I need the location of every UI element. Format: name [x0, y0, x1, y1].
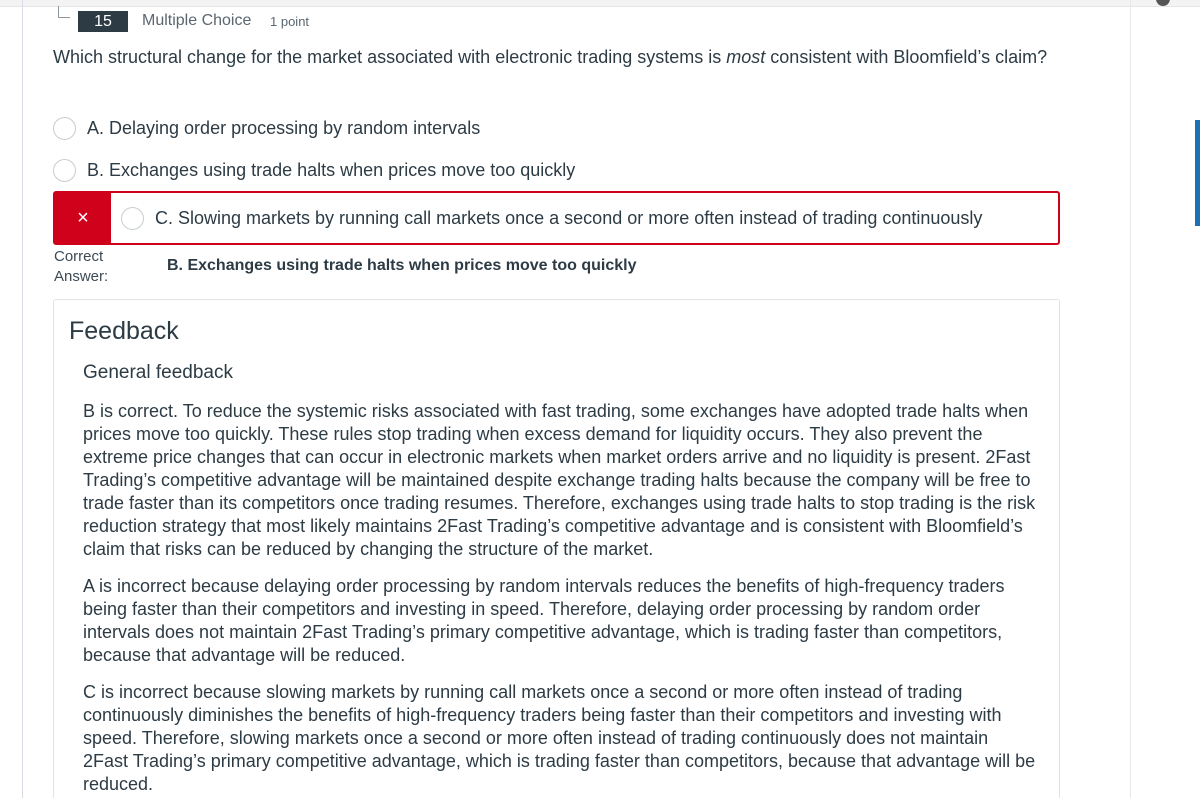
correct-answer-label-line2: Answer: — [54, 268, 109, 285]
right-rail — [1130, 0, 1131, 798]
question-type: Multiple Choice — [142, 12, 252, 29]
radio-button[interactable] — [53, 117, 76, 140]
correct-answer-label — [54, 247, 108, 287]
choice-c-selected-incorrect[interactable] — [53, 191, 1060, 245]
correct-answer-label-line1: Correct — [54, 248, 104, 265]
left-rail — [22, 0, 23, 798]
choice-a[interactable] — [53, 111, 480, 145]
question-text-end: consistent with Bloomfield’s claim? — [765, 47, 1048, 67]
feedback-paragraph: B is correct. To reduce the systemic risks associated with fast trading, some exchanges have adopted trade halts when prices move too quickly. These rules stop trading when excess demand for liquidity occurs. They also prevent the extreme price changes that can occur in electronic markets when market orders arrive and no liquidity is present. 2Fast Trading’s competitive advantage will be maintained despite exchange trading halts because the company will be free to trade faster than its competitors once trading resumes. Therefore, exchanges using trade halts to stop trading is the risk reduction strategy that most likely maintains 2Fast Trading’s competitive advantage and is consistent with Bloomfield’s claim that risks can be reduced by changing the structure of the market. — [83, 401, 1036, 559]
choice-label: C. Slowing markets by running call markets once a second or more often instead of trading continuously — [155, 207, 983, 228]
radio-button[interactable] — [121, 207, 144, 230]
question-text-start: Which structural change for the market associated with electronic trading systems is — [53, 47, 727, 67]
feedback-title: Feedback — [69, 317, 179, 345]
choice-label: B. Exchanges using trade halts when prices move too quickly — [87, 159, 576, 180]
question-text — [53, 46, 1053, 69]
feedback-paragraph: A is incorrect because delaying order processing by random intervals reduces the benefits of high-frequency traders being faster than their competitors and investing in speed. Therefore, delaying order processing by random order intervals does not maintain 2Fast Trading’s primary competitive advantage, which is trading faster than competitors, because that advantage will be reduced. — [83, 576, 1005, 665]
tree-connector-icon — [58, 6, 70, 18]
choice-b[interactable] — [53, 153, 575, 187]
scrollbar-thumb[interactable] — [1195, 120, 1200, 226]
feedback-paragraph: C is incorrect because slowing markets by running call markets once a second or more often instead of trading continuously diminishes the benefits of high-frequency traders being faster than their competitors and investing with speed. Therefore, slowing markets once a second or more often instead of trading continuously does not maintain 2Fast Trading’s primary competitive advantage, which is trading faster than competitors, because that advantage will be reduced. — [83, 682, 1036, 794]
question-text-emphasis: most — [726, 47, 766, 67]
correct-answer-text: B. Exchanges using trade halts when prices move too quickly — [167, 257, 637, 274]
top-strip — [0, 0, 1200, 7]
question-points: 1 point — [270, 14, 310, 29]
choice-label: A. Delaying order processing by random intervals — [87, 117, 481, 138]
radio-button[interactable] — [53, 159, 76, 182]
feedback-subtitle: General feedback — [83, 362, 233, 383]
incorrect-x-icon: × — [55, 193, 111, 243]
question-number: 15 — [78, 11, 128, 32]
feedback-panel — [53, 299, 1060, 798]
